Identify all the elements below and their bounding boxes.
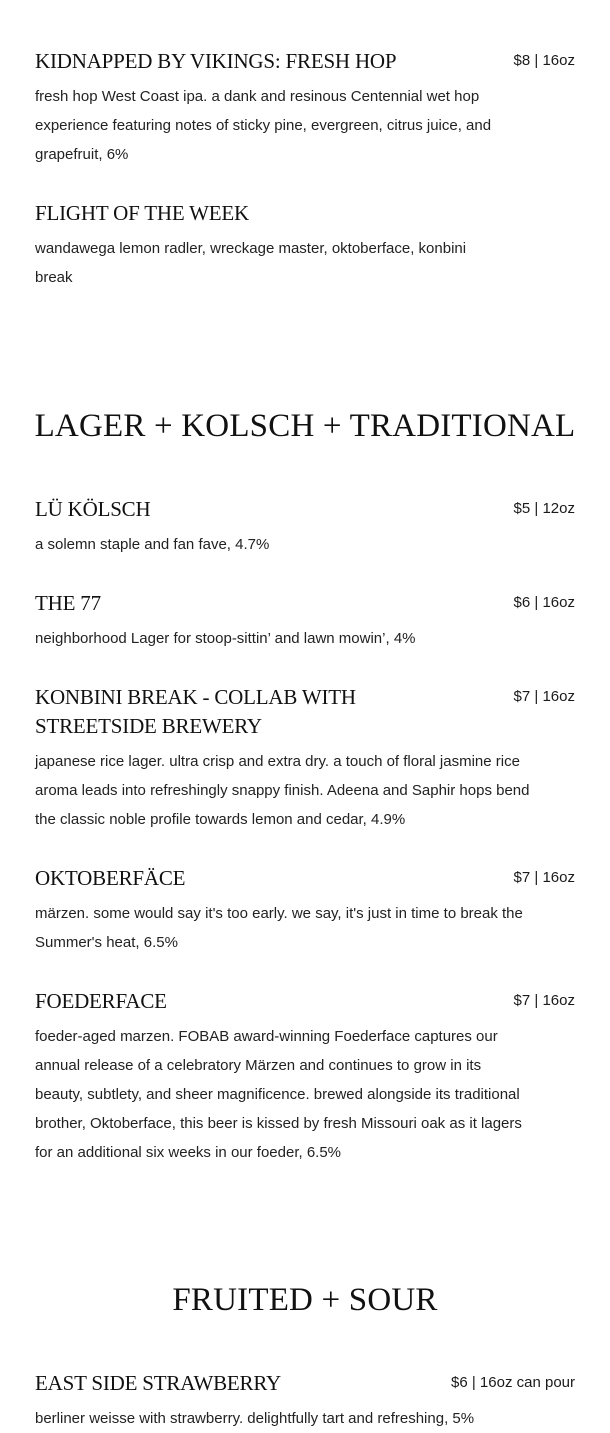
- menu-item-header: [35, 987, 575, 1016]
- menu-item-price: $8 | 16oz: [513, 52, 575, 69]
- menu-item-header: [35, 199, 575, 228]
- menu-item-header: [35, 683, 575, 741]
- menu-item-name: EAST SIDE STRAWBERRY: [35, 1371, 281, 1395]
- menu-item-header: [35, 47, 575, 76]
- menu-item-name: THE 77: [35, 591, 101, 615]
- menu-item-name: LÜ KÖLSCH: [35, 497, 151, 521]
- menu-item-description: fresh hop West Coast ipa. a dank and resinous Centennial wet hop experience featuring notes of sticky pine, evergreen, citrus juice, and grapefruit, 6%: [35, 88, 492, 163]
- menu-item-header: [35, 1369, 575, 1398]
- menu-item-description: märzen. some would say it's too early. we say, it's just in time to break the Summer's heat, 6.5%: [35, 905, 523, 951]
- menu-item-name: FOEDERFACE: [35, 989, 167, 1013]
- menu-item-price: $6 | 16oz: [513, 594, 575, 611]
- section-title: LAGER + KOLSCH + TRADITIONAL: [34, 408, 576, 444]
- menu-item-header: [35, 864, 575, 893]
- menu-item-description: a solemn staple and fan fave, 4.7%: [35, 536, 270, 553]
- menu-item-description: wandawega lemon radler, wreckage master, oktoberface, konbini break: [35, 240, 467, 286]
- menu-item-description: berliner weisse with strawberry. delightfully tart and refreshing, 5%: [35, 1410, 475, 1427]
- menu-item: [35, 1369, 575, 1433]
- menu-item: [35, 589, 575, 653]
- menu-item-price: $7 | 16oz: [513, 688, 575, 705]
- menu-item: [35, 199, 575, 292]
- menu-item: [35, 47, 575, 169]
- menu-item: [35, 683, 575, 834]
- menu-item-description: japanese rice lager. ultra crisp and extra dry. a touch of floral jasmine rice aroma leads into refreshingly snappy finish. Adeena and Saphir hops bend the classic noble profile towards lemon and cedar, 4.9%: [35, 753, 530, 828]
- menu-item-price: $7 | 16oz: [513, 869, 575, 886]
- menu-item: [35, 495, 575, 559]
- menu-item-price: $5 | 12oz: [513, 500, 575, 517]
- menu-item-name: KONBINI BREAK - COLLAB WITH STREETSIDE BREWERY: [35, 685, 356, 738]
- menu-item-description: neighborhood Lager for stoop-sittin’ and lawn mowin’, 4%: [35, 630, 416, 647]
- menu-item: [35, 987, 575, 1167]
- menu-item-name: KIDNAPPED BY VIKINGS: FRESH HOP: [35, 49, 397, 73]
- menu-item-header: [35, 495, 575, 524]
- menu-item-description: foeder-aged marzen. FOBAB award-winning Foederface captures our annual release of a celebratory Märzen and continues to grow in its beauty, subtlety, and sheer magnificence. brewed alongside its traditional brother, Oktoberface, this beer is kissed by fresh Missouri oak as it lagers for an additional six weeks in our foeder, 6.5%: [35, 1028, 522, 1161]
- menu-item: [35, 864, 575, 957]
- menu-item-name: FLIGHT OF THE WEEK: [35, 201, 249, 225]
- section-title: FRUITED + SOUR: [172, 1282, 438, 1318]
- menu-item-name: OKTOBERFÄCE: [35, 866, 186, 890]
- menu-item-header: [35, 589, 575, 618]
- menu-item-price: $7 | 16oz: [513, 992, 575, 1009]
- menu-item-price: $6 | 16oz can pour: [451, 1374, 575, 1391]
